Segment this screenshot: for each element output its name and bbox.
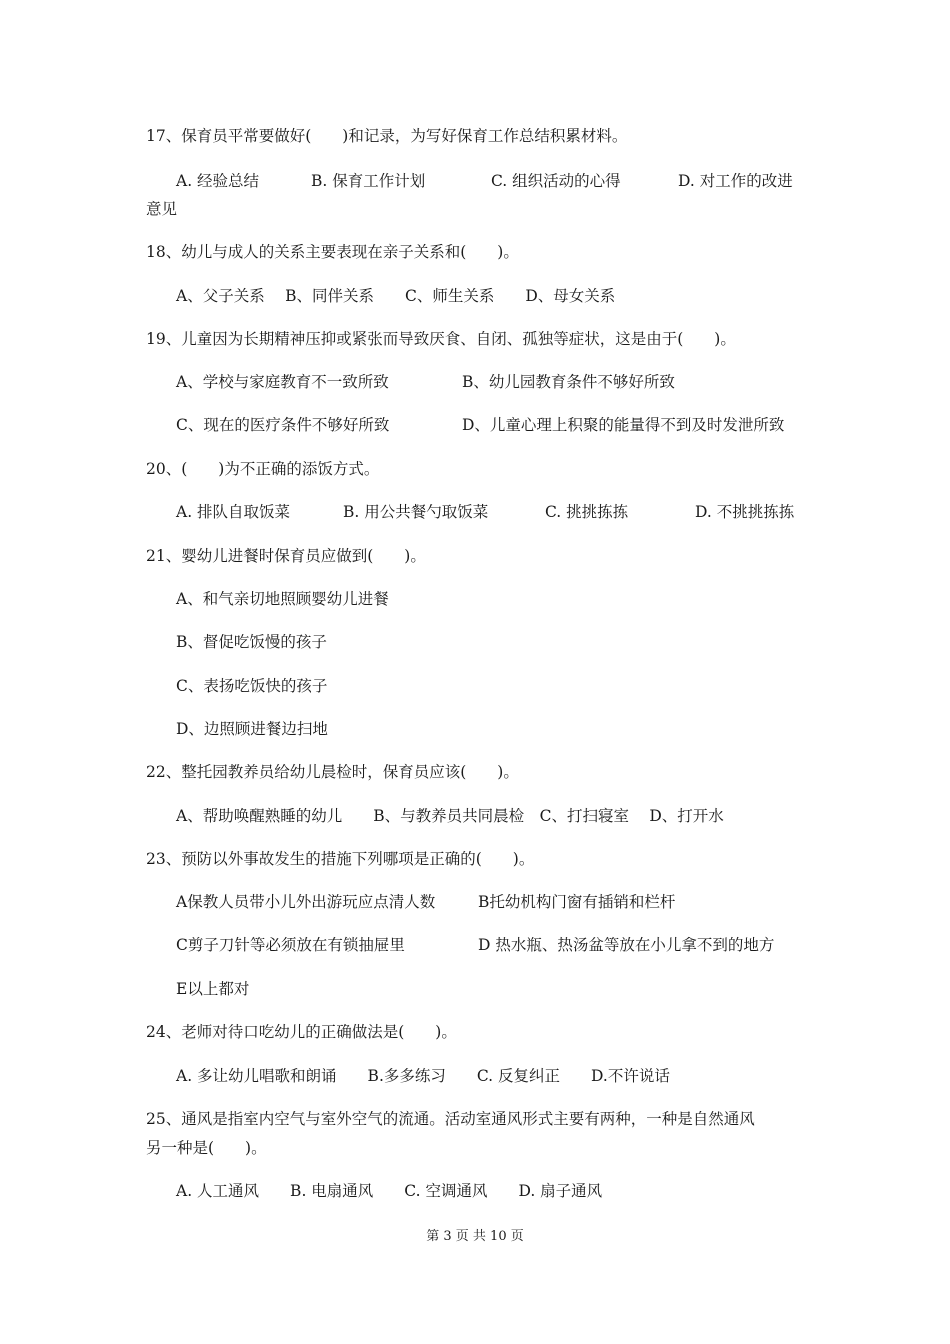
q22-options: A、帮助唤醒熟睡的幼儿 B、与教养员共同晨检 C、打扫寝室 D、打开水: [176, 807, 724, 825]
question-17-stem: 17、保育员平常要做好( )和记录，为写好保育工作总结积累材料。: [146, 127, 628, 145]
q20-option-b: B. 用公共餐勺取饭菜: [343, 503, 489, 521]
q20-option-d: D. 不挑挑拣拣: [695, 503, 795, 521]
q23-option-a: A保教人员带小儿外出游玩应点清人数: [176, 893, 436, 911]
q19-option-a: A、学校与家庭教育不一致所致: [176, 373, 389, 391]
question-21-stem: 21、婴幼儿进餐时保育员应做到( )。: [146, 547, 426, 565]
q20-option-c: C. 挑挑拣拣: [545, 503, 629, 521]
question-19-stem: 19、儿童因为长期精神压抑或紧张而导致厌食、自闭、孤独等症状，这是由于( )。: [146, 330, 736, 348]
q19-option-c: C、现在的医疗条件不够好所致: [176, 416, 390, 434]
question-22-stem: 22、整托园教养员给幼儿晨检时，保育员应该( )。: [146, 763, 519, 781]
question-25-stem: 25、通风是指室内空气与室外空气的流通。活动室通风形式主要有两种，一种是自然通风: [146, 1110, 755, 1128]
q18-options: A、父子关系 B、同伴关系 C、师生关系 D、母女关系: [176, 287, 616, 305]
q17-option-a: A. 经验总结: [176, 172, 260, 190]
q23-option-b: B托幼机构门窗有插销和栏杆: [478, 893, 676, 911]
q17-option-c: C. 组织活动的心得: [491, 172, 621, 190]
q21-option-d: D、边照顾进餐边扫地: [176, 720, 328, 738]
page-number-footer: 第 3 页 共 10 页: [426, 1229, 524, 1244]
question-18-stem: 18、幼儿与成人的关系主要表现在亲子关系和( )。: [146, 243, 519, 261]
q19-option-b: B、幼儿园教育条件不够好所致: [462, 373, 675, 391]
q24-options: A. 多让幼儿唱歌和朗诵 B.多多练习 C. 反复纠正 D.不许说话: [176, 1067, 670, 1085]
q23-option-e: E以上都对: [176, 980, 250, 998]
q23-option-d: D 热水瓶、热汤盆等放在小儿拿不到的地方: [478, 936, 775, 954]
q21-option-a: A、和气亲切地照顾婴幼儿进餐: [176, 590, 389, 608]
q20-option-a: A. 排队自取饭菜: [176, 503, 291, 521]
q17-option-b: B. 保育工作计划: [311, 172, 426, 190]
question-25-stem-wrap: 另一种是( )。: [146, 1139, 267, 1157]
q21-option-c: C、表扬吃饭快的孩子: [176, 677, 328, 695]
q21-option-b: B、督促吃饭慢的孩子: [176, 633, 327, 651]
q23-option-c: C剪子刀针等必须放在有锁抽屉里: [176, 936, 405, 954]
question-20-stem: 20、( )为不正确的添饭方式。: [146, 460, 380, 478]
question-24-stem: 24、老师对待口吃幼儿的正确做法是( )。: [146, 1023, 457, 1041]
q19-option-d: D、儿童心理上积聚的能量得不到及时发泄所致: [462, 416, 785, 434]
q17-option-d-wrap: 意见: [146, 200, 178, 218]
question-23-stem: 23、预防以外事故发生的措施下列哪项是正确的( )。: [146, 850, 535, 868]
q25-options: A. 人工通风 B. 电扇通风 C. 空调通风 D. 扇子通风: [176, 1182, 603, 1200]
q17-option-d: D. 对工作的改进: [678, 172, 793, 190]
